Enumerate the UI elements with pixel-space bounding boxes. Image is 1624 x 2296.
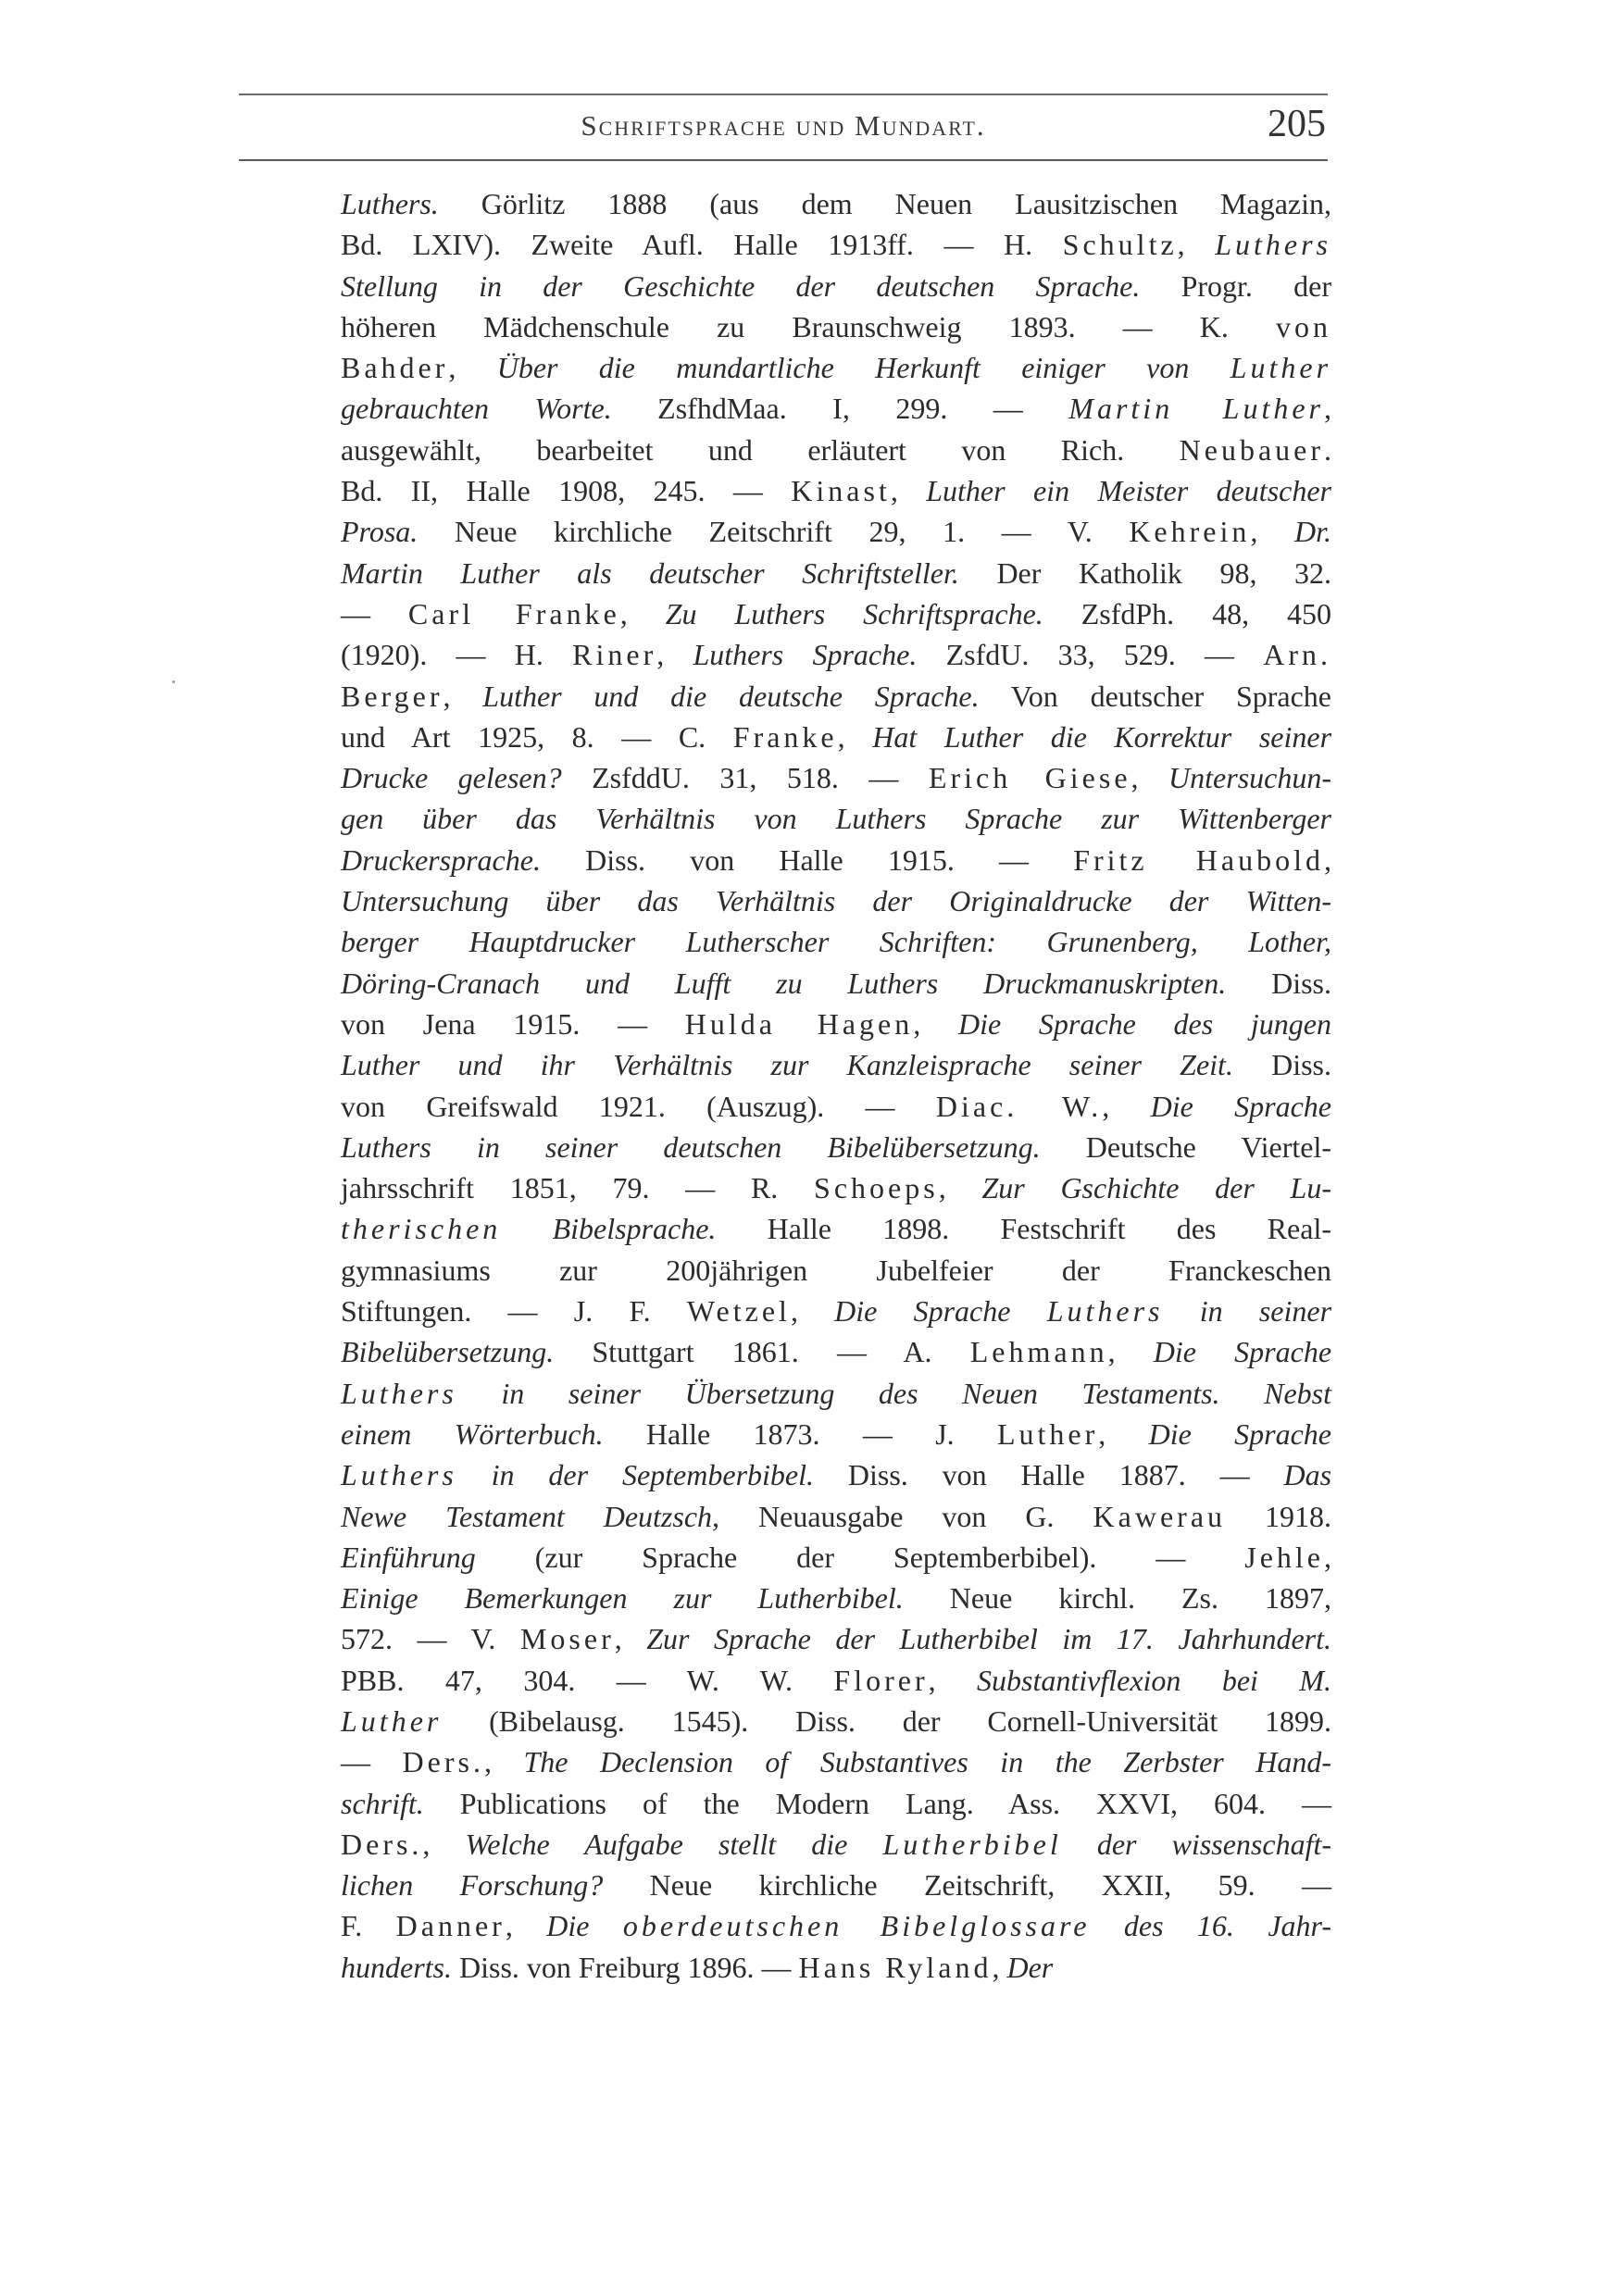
text-segment: Ders. [341, 1827, 423, 1861]
text-line [341, 1905, 1331, 1946]
text-line [341, 1824, 1331, 1865]
text-segment: , [483, 1745, 524, 1779]
text-segment: von [1276, 309, 1331, 343]
text-segment: Luthers [1215, 228, 1331, 262]
text-segment: Neuausgabe von G. [719, 1499, 1093, 1533]
text-segment: Erich Giese [928, 761, 1131, 795]
text-segment: , [619, 596, 666, 630]
bibliography-text [341, 183, 1331, 1988]
text-segment: Über die mundartliche Herkunft einiger von [496, 351, 1230, 385]
text-line [341, 921, 1331, 962]
text-segment: ZsfhdMaa. I, 299. — [611, 392, 1069, 426]
text-segment: Bibelübersetzung. [341, 1335, 555, 1369]
text-segment: Untersuchun- [1168, 761, 1332, 795]
text-segment: Neubauer [1179, 432, 1324, 467]
text-segment: , [1098, 1416, 1149, 1451]
text-segment: Von deutscher Sprache [979, 679, 1332, 713]
text-segment: Döring-Cranach und Lufft zu Luthers Druckmanuskripten. [341, 966, 1227, 1000]
text-segment: Einführung [341, 1540, 476, 1574]
text-line [341, 183, 1331, 224]
text-segment: Zur Sprache der Lutherbibel im 17. Jahrhundert. [646, 1622, 1332, 1656]
text-segment: , [1107, 1335, 1154, 1369]
text-segment: Hat Luther die Korrektur seiner [872, 719, 1332, 754]
text-segment: Luther und ihr Verhältnis zur Kanzleisprache seiner Zeit. [341, 1048, 1233, 1082]
text-line [341, 1208, 1331, 1249]
page-number: 205 [1268, 103, 1326, 145]
text-line [341, 470, 1331, 511]
text-segment: F. [341, 1909, 396, 1943]
text-segment: Halle 1873. — J. [603, 1416, 997, 1451]
text-segment: Die Sprache [834, 1294, 1047, 1329]
text-segment: , [448, 351, 497, 385]
text-segment: Der Katholik 98, 32. [958, 555, 1332, 590]
text-line [341, 593, 1331, 634]
text-segment: Luthers. [341, 187, 439, 220]
text-line [341, 1701, 1331, 1741]
text-segment: — [341, 1745, 403, 1779]
text-segment: Der [1006, 1950, 1054, 1984]
text-line [341, 1004, 1331, 1044]
text-segment: Welche Aufgabe stellt die [465, 1827, 883, 1861]
text-line [341, 266, 1331, 306]
text-segment: Bibelsprache. [552, 1212, 717, 1246]
text-segment: Die Sprache [1153, 1335, 1332, 1369]
running-head [239, 102, 1328, 152]
text-segment: , [656, 638, 693, 672]
text-line [341, 757, 1331, 798]
text-segment: Die Sprache [1148, 1416, 1331, 1451]
text-line [341, 224, 1331, 265]
text-segment: Die [546, 1909, 623, 1943]
text-line [341, 1783, 1331, 1824]
text-segment: des 16. Jahr- [1090, 1909, 1331, 1943]
text-segment: , [837, 719, 873, 754]
text-segment: Druckersprache. [341, 842, 541, 877]
text-segment: Luther [341, 1703, 443, 1738]
text-segment: (1920). — H. [341, 638, 573, 672]
text-segment: , [1324, 842, 1332, 877]
text-segment: (zur Sprache der Septemberbibel). — [475, 1540, 1245, 1574]
text-line [341, 840, 1331, 880]
text-segment: Diss. von Halle 1915. — [540, 842, 1074, 877]
text-segment: Luthers in seiner deutschen Bibelübersetzung. [341, 1129, 1041, 1164]
text-segment: Hulda Hagen [684, 1006, 914, 1041]
text-line [341, 1044, 1331, 1085]
header-rule-top [239, 94, 1328, 95]
text-segment: Publications of the Modern Lang. Ass. XXVI, 604. — [423, 1786, 1331, 1820]
text-segment: Substantivflexion bei M. [977, 1663, 1332, 1697]
text-segment: Riner [572, 638, 657, 672]
text-segment: Stiftungen. — J. F. [341, 1294, 687, 1329]
text-segment: Die Sprache des jungen [957, 1006, 1331, 1041]
text-line [341, 553, 1331, 593]
text-segment: hunderts. [341, 1950, 452, 1984]
text-segment: Danner [395, 1909, 506, 1943]
text-segment: ZsfddU. 31, 518. — [561, 761, 929, 795]
text-segment: Arn. [1263, 638, 1332, 672]
text-segment: gymnasiums zur 200jährigen Jubelfeier der Franckeschen [341, 1253, 1331, 1287]
text-line [341, 1127, 1331, 1167]
text-segment: jahrsschrift 1851, 79. — R. [341, 1171, 815, 1205]
text-segment: ZsfdPh. 48, 450 [1043, 596, 1332, 630]
text-segment: The Declension of Substantives in the Zerbster Hand- [523, 1745, 1332, 1779]
text-segment: Kawerau [1093, 1499, 1227, 1533]
text-segment: 572. — V. [341, 1622, 520, 1656]
text-segment: einem Wörterbuch. [341, 1416, 604, 1451]
text-line [341, 1291, 1331, 1331]
text-segment: . [1324, 432, 1331, 467]
text-segment: Neue kirchliche Zeitschrift, XXII, 59. — [603, 1868, 1332, 1903]
text-segment: von Jena 1915. — [341, 1006, 685, 1041]
text-segment: Deutsche Viertel- [1040, 1129, 1332, 1164]
text-segment: Lutherbibel [882, 1827, 1062, 1861]
text-segment: Das [1283, 1458, 1332, 1492]
text-line [341, 1578, 1331, 1618]
text-segment: Wetzel [686, 1294, 791, 1329]
text-segment: gen über das Verhältnis von Luthers Sprache zur Wittenberger [341, 802, 1331, 836]
text-segment: , [913, 1006, 958, 1041]
text-segment: Fritz Haubold [1073, 842, 1325, 877]
text-segment: , [422, 1827, 466, 1861]
text-segment: Bd. LXIV). Zweite Aufl. Halle 1913ff. — H. [341, 228, 1063, 262]
text-line [341, 798, 1331, 839]
text-line [341, 306, 1331, 347]
text-segment: Kehrein [1129, 515, 1251, 549]
text-segment: Halle 1898. Festschrift des Real- [716, 1212, 1332, 1246]
text-segment: , [928, 1663, 978, 1697]
text-segment: von Greifswald 1921. (Auszug). — [341, 1089, 936, 1123]
text-line [341, 1537, 1331, 1578]
text-segment: Martin Luther [1068, 392, 1325, 426]
text-line [341, 1250, 1331, 1291]
text-segment: Diss. von Freiburg 1896. — [452, 1950, 799, 1984]
text-segment: , [890, 474, 927, 508]
text-segment: Ders. [402, 1745, 484, 1779]
text-segment: Florer [833, 1663, 929, 1697]
text-segment: , [992, 1950, 1007, 1984]
text-segment: Luthers [341, 1458, 457, 1492]
text-segment: in der Septemberbibel. [456, 1458, 815, 1492]
text-segment: Carl Franke [407, 596, 620, 630]
text-line [341, 717, 1331, 757]
text-segment: Schultz [1062, 228, 1178, 262]
text-line [341, 1865, 1331, 1905]
text-segment: Luther [996, 1416, 1099, 1451]
text-segment: Neue kirchliche Zeitschrift 29, 1. — V. [418, 515, 1130, 549]
text-line [341, 511, 1331, 552]
text-segment: ausgewählt, bearbeitet und erläutert von Rich. [341, 432, 1180, 467]
text-segment: , [1324, 392, 1332, 426]
text-segment: Jehle [1244, 1540, 1324, 1574]
text-segment: Diss. [1232, 1048, 1332, 1082]
text-segment: Berger [341, 679, 443, 713]
text-segment: Kinast [791, 474, 891, 508]
text-segment: gebrauchten Worte. [341, 392, 612, 426]
text-segment: , [1177, 228, 1216, 262]
text-segment: Zu Luthers Schriftsprache. [665, 596, 1043, 630]
text-line [341, 1660, 1331, 1701]
text-line [341, 1373, 1331, 1414]
scan-speck [172, 680, 175, 683]
text-segment: Neue kirchl. Zs. 1897, [903, 1581, 1332, 1616]
text-segment: Bd. II, Halle 1908, 245. — [341, 474, 792, 508]
text-segment: Bahder [341, 351, 449, 385]
text-segment: Hans Ryland [798, 1950, 993, 1984]
text-segment: Newe Testament Deutzsch, [341, 1499, 720, 1533]
text-line [341, 347, 1331, 388]
text-line [341, 1741, 1331, 1782]
text-segment: Prosa. [341, 515, 418, 549]
text-segment: in seiner Übersetzung des Neuen Testaments. Nebst [456, 1376, 1331, 1410]
text-segment: Luther ein Meister deutscher [926, 474, 1331, 508]
text-segment: , [1324, 1540, 1331, 1574]
text-segment: Stellung in der Geschichte der deutschen Sprache. [341, 268, 1141, 303]
text-segment: und Art 1925, 8. — C. [341, 719, 733, 754]
text-segment: ZsfdU. 33, 529. — [917, 638, 1264, 672]
running-title: Schriftsprache und Mundart. [581, 109, 986, 142]
text-line [341, 1331, 1331, 1372]
text-segment: Einige Bemerkungen zur Lutherbibel. [341, 1581, 904, 1616]
text-segment: Luther [1230, 351, 1332, 385]
text-line [341, 1086, 1331, 1127]
text-segment: Görlitz 1888 (aus dem Neuen Lausitzischen Magazin, [438, 187, 1331, 220]
text-segment: Lehmann [969, 1335, 1108, 1369]
text-segment: , [790, 1294, 835, 1329]
text-line [341, 1167, 1331, 1208]
text-segment: , [1250, 515, 1294, 549]
text-segment: der wissenschaft- [1061, 1827, 1332, 1861]
text-line [341, 430, 1331, 470]
text-segment: in seiner [1163, 1294, 1332, 1329]
text-line [341, 634, 1331, 675]
text-segment: Luthers Sprache. [693, 638, 918, 672]
text-segment: Die Sprache [1150, 1089, 1332, 1123]
text-line [341, 1414, 1331, 1454]
text-segment: Diac. W. [935, 1089, 1103, 1123]
text-segment: Dr. [1294, 515, 1332, 549]
text-segment: 1918. [1226, 1499, 1332, 1533]
text-line [341, 1496, 1331, 1537]
text-segment: , [1131, 761, 1169, 795]
text-segment: Schoeps [814, 1171, 939, 1205]
text-segment: Moser [519, 1622, 615, 1656]
text-segment: höheren Mädchenschule zu Braunschweig 1893. — K. [341, 309, 1276, 343]
text-segment: Luthers [341, 1376, 457, 1410]
text-line [341, 963, 1331, 1004]
text-segment: Zur Gschichte der Lu- [981, 1171, 1332, 1205]
text-segment: PBB. 47, 304. — W. W. [341, 1663, 834, 1697]
text-segment: lichen Forschung? [341, 1868, 604, 1903]
text-segment: therischen [341, 1212, 502, 1246]
text-segment: , [505, 1909, 547, 1943]
text-line [341, 1454, 1331, 1495]
text-line [341, 1947, 1331, 1988]
text-segment: , [938, 1171, 982, 1205]
text-line [341, 880, 1331, 921]
text-segment: Luthers [1046, 1294, 1164, 1329]
text-segment: Diss. von Halle 1887. — [814, 1458, 1284, 1492]
text-line [341, 676, 1331, 717]
text-segment: Franke [732, 719, 838, 754]
text-segment: Untersuchung über das Verhältnis der Originaldrucke der Witten- [341, 884, 1331, 918]
text-segment: Progr. der [1140, 268, 1331, 303]
text-segment: , [1102, 1089, 1151, 1123]
text-segment: — [341, 596, 408, 630]
text-segment [501, 1212, 552, 1245]
text-segment: Martin Luther als deutscher Schriftsteller. [341, 555, 959, 590]
text-line [341, 388, 1331, 429]
text-segment: schrift. [341, 1786, 424, 1820]
text-segment: , [443, 679, 483, 713]
text-segment: Drucke gelesen? [341, 761, 562, 795]
text-segment: (Bibelausg. 1545). Diss. der Cornell-Universität 1899. [442, 1703, 1331, 1738]
text-segment: Stuttgart 1861. — A. [554, 1335, 970, 1369]
text-segment: Luther und die deutsche Sprache. [482, 679, 980, 713]
text-segment: berger Hauptdrucker Lutherscher Schriften: Grunenberg, Lother, [341, 925, 1331, 959]
text-line [341, 1618, 1331, 1659]
text-segment: , [614, 1622, 647, 1656]
header-rule-bottom [239, 159, 1328, 161]
text-segment: Diss. [1226, 966, 1332, 1000]
text-segment: oberdeutschen Bibelglossare [622, 1909, 1091, 1943]
